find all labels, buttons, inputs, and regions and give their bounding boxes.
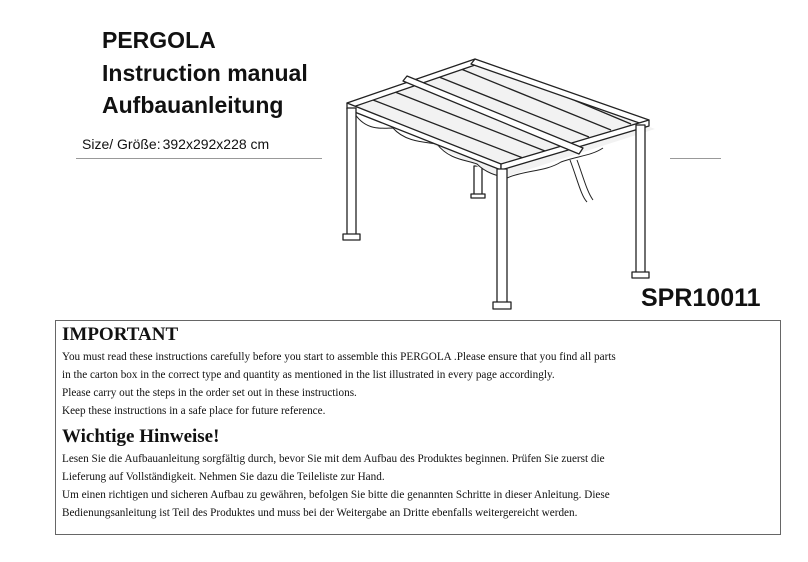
important-line: in the carton box in the correct type and quantity as mentioned in the list illustrated in every page accordingly. [62, 369, 555, 381]
title-line-german: Aufbauanleitung [102, 92, 284, 118]
size-label: Size/ Größe: [82, 136, 161, 152]
title-line-english: Instruction manual [102, 60, 308, 86]
title-line-product: PERGOLA [102, 27, 216, 53]
german-line: Um einen richtigen und sicheren Aufbau zu gewähren, befolgen Sie bitte die genannten Schritte in dieser Anleitung. Diese [62, 489, 610, 501]
german-line: Bedienungsanleitung ist Teil des Produktes und muss bei der Weitergabe an Dritte ebenfalls weitergereicht werden. [62, 507, 578, 519]
model-number: SPR10011 [641, 284, 761, 312]
divider-right [670, 158, 721, 159]
important-line: Keep these instructions in a safe place for future reference. [62, 405, 326, 417]
german-heading: Wichtige Hinweise! [62, 426, 220, 447]
german-line: Lieferung auf Vollständigkeit. Nehmen Sie dazu die Teileliste zur Hand. [62, 471, 385, 483]
important-line: You must read these instructions carefully before you start to assemble this PERGOLA .Please ensure that you find all parts [62, 351, 616, 363]
size-value: 392x292x228 cm [162, 136, 270, 152]
german-line: Lesen Sie die Aufbauanleitung sorgfältig durch, bevor Sie mit dem Aufbau des Produktes beginnen. Prüfen Sie zuerst die [62, 453, 605, 465]
divider-left [76, 158, 322, 159]
important-line: Please carry out the steps in the order set out in these instructions. [62, 387, 357, 399]
important-heading: IMPORTANT [62, 324, 179, 345]
pergola-illustration [325, 50, 655, 312]
size-line [82, 136, 269, 152]
important-notice-box [55, 320, 781, 535]
